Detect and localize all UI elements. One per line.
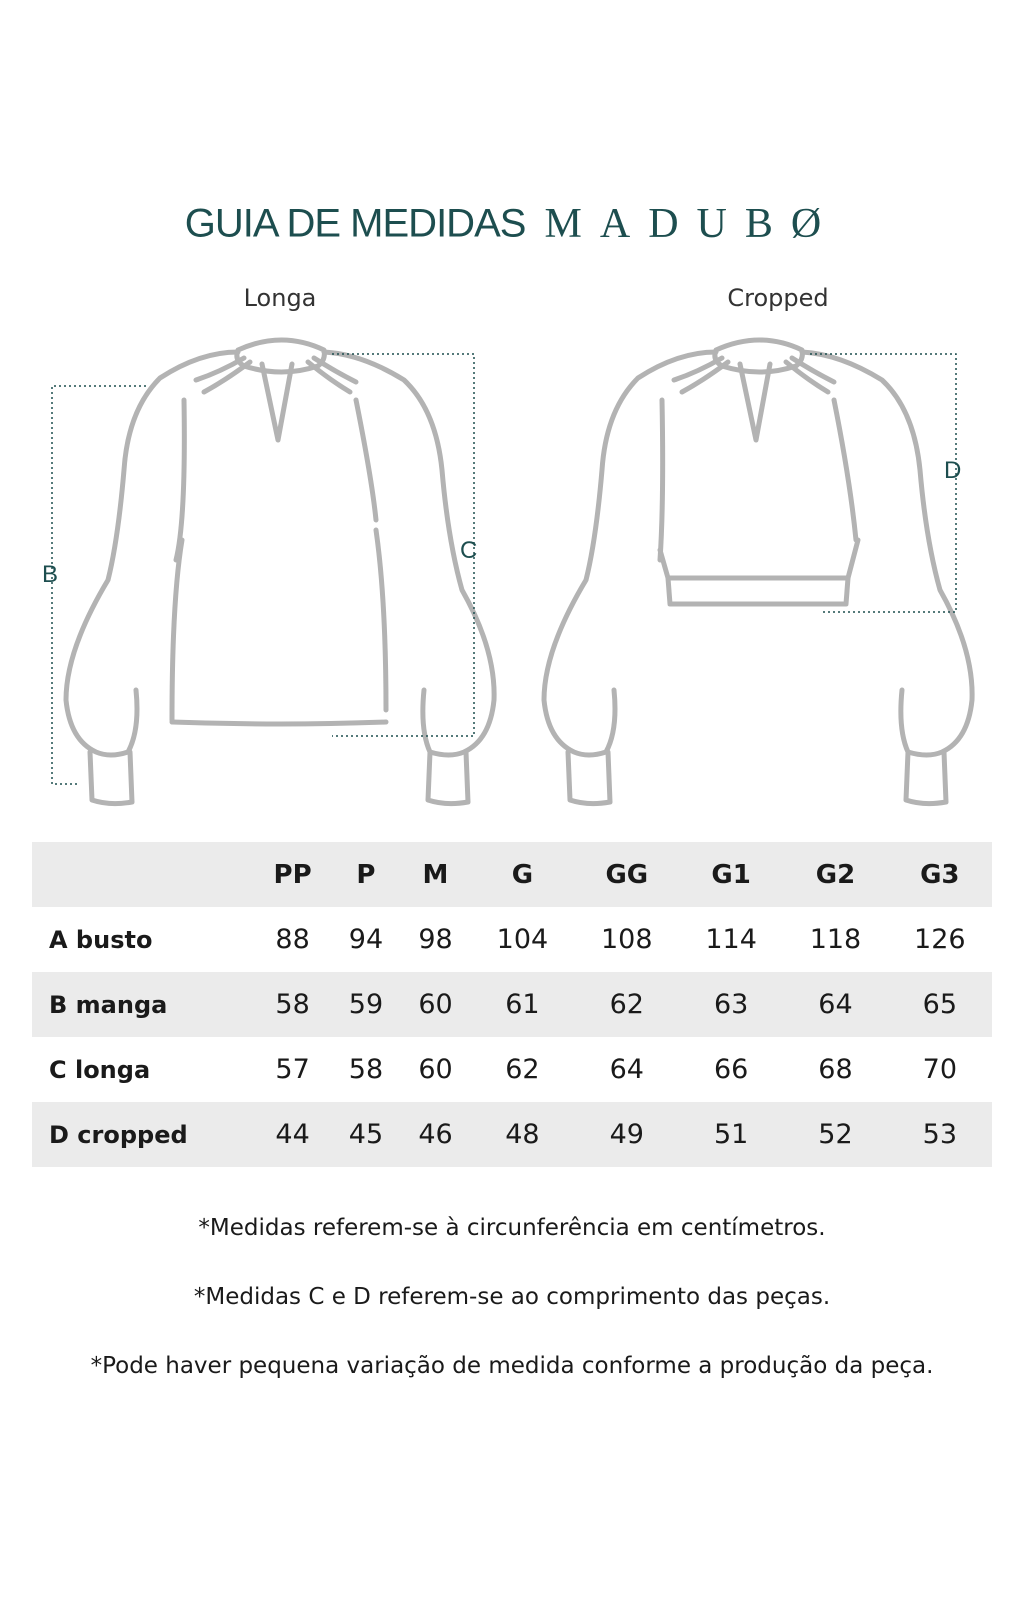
size-header: PP (254, 842, 331, 907)
guide-title: GUIA DE MEDIDAS (184, 201, 526, 246)
table-cell: 98 (418, 924, 453, 955)
size-header: G (470, 842, 574, 907)
table-cell: 60 (401, 972, 471, 1037)
size-header: P (331, 842, 401, 907)
footnote: *Medidas C e D referem-se ao comprimento das peças. (193, 1284, 831, 1310)
table-cell: 52 (783, 1102, 887, 1167)
table-cell: 88 (275, 924, 310, 955)
size-header: G3 (888, 842, 992, 907)
marker-c: C (460, 537, 478, 564)
table-cell: 64 (609, 1054, 644, 1085)
table-cell: 46 (401, 1102, 471, 1167)
table-cell: 61 (470, 972, 574, 1037)
table-cell: 65 (888, 972, 992, 1037)
table-cell: 118 (809, 924, 862, 955)
size-header-row (32, 842, 992, 907)
figure-label-longa: Longa (243, 284, 317, 312)
cropped-blouse-illustration (544, 340, 972, 804)
table-cell: 70 (922, 1054, 957, 1085)
table-cell: 66 (713, 1054, 749, 1085)
size-header: G2 (783, 842, 887, 907)
table-cell: 44 (254, 1102, 331, 1167)
row-label: D cropped (32, 1102, 254, 1167)
table-cell: 48 (470, 1102, 574, 1167)
table-cell: 94 (348, 924, 384, 955)
table-cell: 62 (575, 972, 679, 1037)
table-row (32, 972, 992, 1037)
table-cell: 58 (348, 1054, 384, 1085)
table-row (32, 1037, 992, 1102)
footnotes (0, 1215, 1024, 1422)
table-cell: 64 (783, 972, 887, 1037)
table-cell: 45 (331, 1102, 401, 1167)
marker-b: B (42, 561, 59, 588)
table-cell: 51 (679, 1102, 783, 1167)
row-label: B manga (32, 972, 254, 1037)
longa-measure-lines (52, 354, 474, 784)
table-cell: 62 (505, 1054, 540, 1085)
header-corner (32, 842, 254, 907)
table-cell: 49 (575, 1102, 679, 1167)
footnote: *Pode haver pequena variação de medida conforme a produção da peça. (90, 1353, 934, 1379)
table-cell: 63 (679, 972, 783, 1037)
table-row (32, 907, 992, 972)
table-cell: 57 (275, 1054, 310, 1085)
longa-blouse-illustration (66, 340, 494, 804)
table-cell: 68 (818, 1054, 853, 1085)
marker-d: D (944, 457, 962, 484)
brand-logo: MADUBØ (544, 201, 840, 247)
size-header: GG (575, 842, 679, 907)
garment-illustrations (0, 320, 1024, 820)
table-cell: 60 (418, 1054, 453, 1085)
table-cell: 114 (705, 924, 757, 955)
figure-label-cropped: Cropped (727, 284, 829, 312)
size-header: M (401, 842, 471, 907)
table-cell: 59 (331, 972, 401, 1037)
table-cell: 108 (601, 924, 653, 955)
table-cell: 58 (254, 972, 331, 1037)
footnote: *Medidas referem-se à circunferência em centímetros. (198, 1215, 826, 1241)
table-cell: 126 (914, 924, 966, 955)
size-header: G1 (679, 842, 783, 907)
table-row (32, 1102, 992, 1167)
size-table (32, 842, 992, 1167)
row-label: C longa (49, 1055, 151, 1084)
table-cell: 53 (888, 1102, 992, 1167)
table-cell: 104 (496, 924, 549, 955)
page-title (0, 200, 1024, 248)
row-label: A busto (49, 925, 153, 954)
